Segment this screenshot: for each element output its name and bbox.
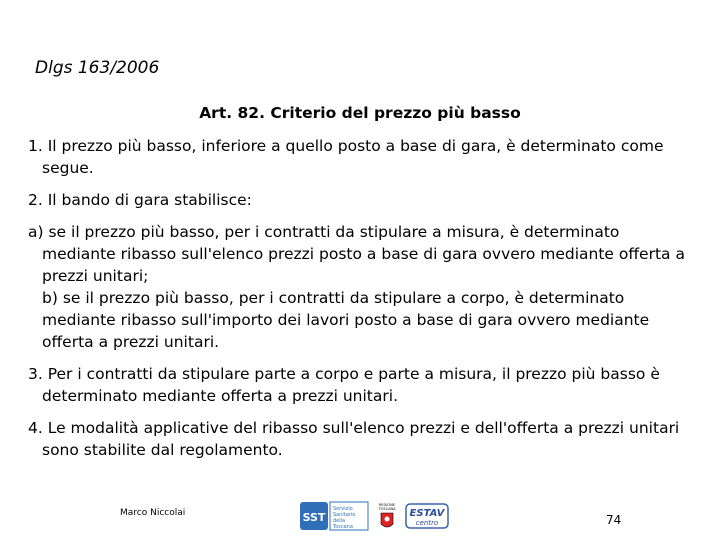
svg-text:Sanitario: Sanitario: [333, 512, 356, 518]
paragraph-4: 4. Le modalità applicative del ribasso sull'elenco prezzi e dell'offerta a prezzi unitari sono stabilite dal regolamento.: [28, 419, 680, 459]
paragraph-2b: [28, 287, 688, 353]
svg-text:ESTAV: ESTAV: [409, 508, 445, 519]
paragraph-1: 1. Il prezzo più basso, inferiore a quello posto a base di gara, è determinato come segue.: [28, 137, 664, 177]
svg-text:Servizio: Servizio: [333, 506, 353, 512]
region-logo: [378, 500, 396, 532]
paragraph-2: 2. Il bando di gara stabilisce:: [28, 191, 252, 209]
svg-text:TOSCANA: TOSCANA: [378, 507, 396, 511]
svg-text:SST: SST: [302, 511, 326, 524]
svg-text:REGIONE: REGIONE: [379, 503, 395, 507]
page-number: 74: [606, 513, 622, 527]
svg-text:centro: centro: [415, 519, 439, 527]
paragraph-2a: a) se il prezzo più basso, per i contratti da stipulare a misura, è determinato mediante ribasso sull'elenco prezzi posto a base di gara ovvero mediante offerta a prezzi unitari;: [28, 223, 685, 285]
author-name: Marco Niccolai: [120, 508, 186, 518]
footer-logos: [300, 500, 450, 532]
svg-text:della: della: [333, 518, 346, 524]
paragraph-3: 3. Per i contratti da stipulare parte a corpo e parte a misura, il prezzo più basso è determinato mediante offerta a prezzi unitari.: [28, 365, 660, 405]
article-title: Art. 82. Criterio del prezzo più basso: [199, 104, 521, 122]
paragraph-2b-text: b) se il prezzo più basso, per i contratti da stipulare a corpo, è determinato mediante ribasso sull'importo dei lavori posto a base di gara ovvero mediante offerta a prezzi unitari.: [42, 289, 650, 351]
sst-logo: [300, 500, 370, 532]
estav-logo: [404, 500, 450, 532]
article-body: [28, 135, 688, 471]
document-header: Dlgs 163/2006: [35, 58, 160, 78]
svg-text:Toscana: Toscana: [333, 524, 353, 530]
